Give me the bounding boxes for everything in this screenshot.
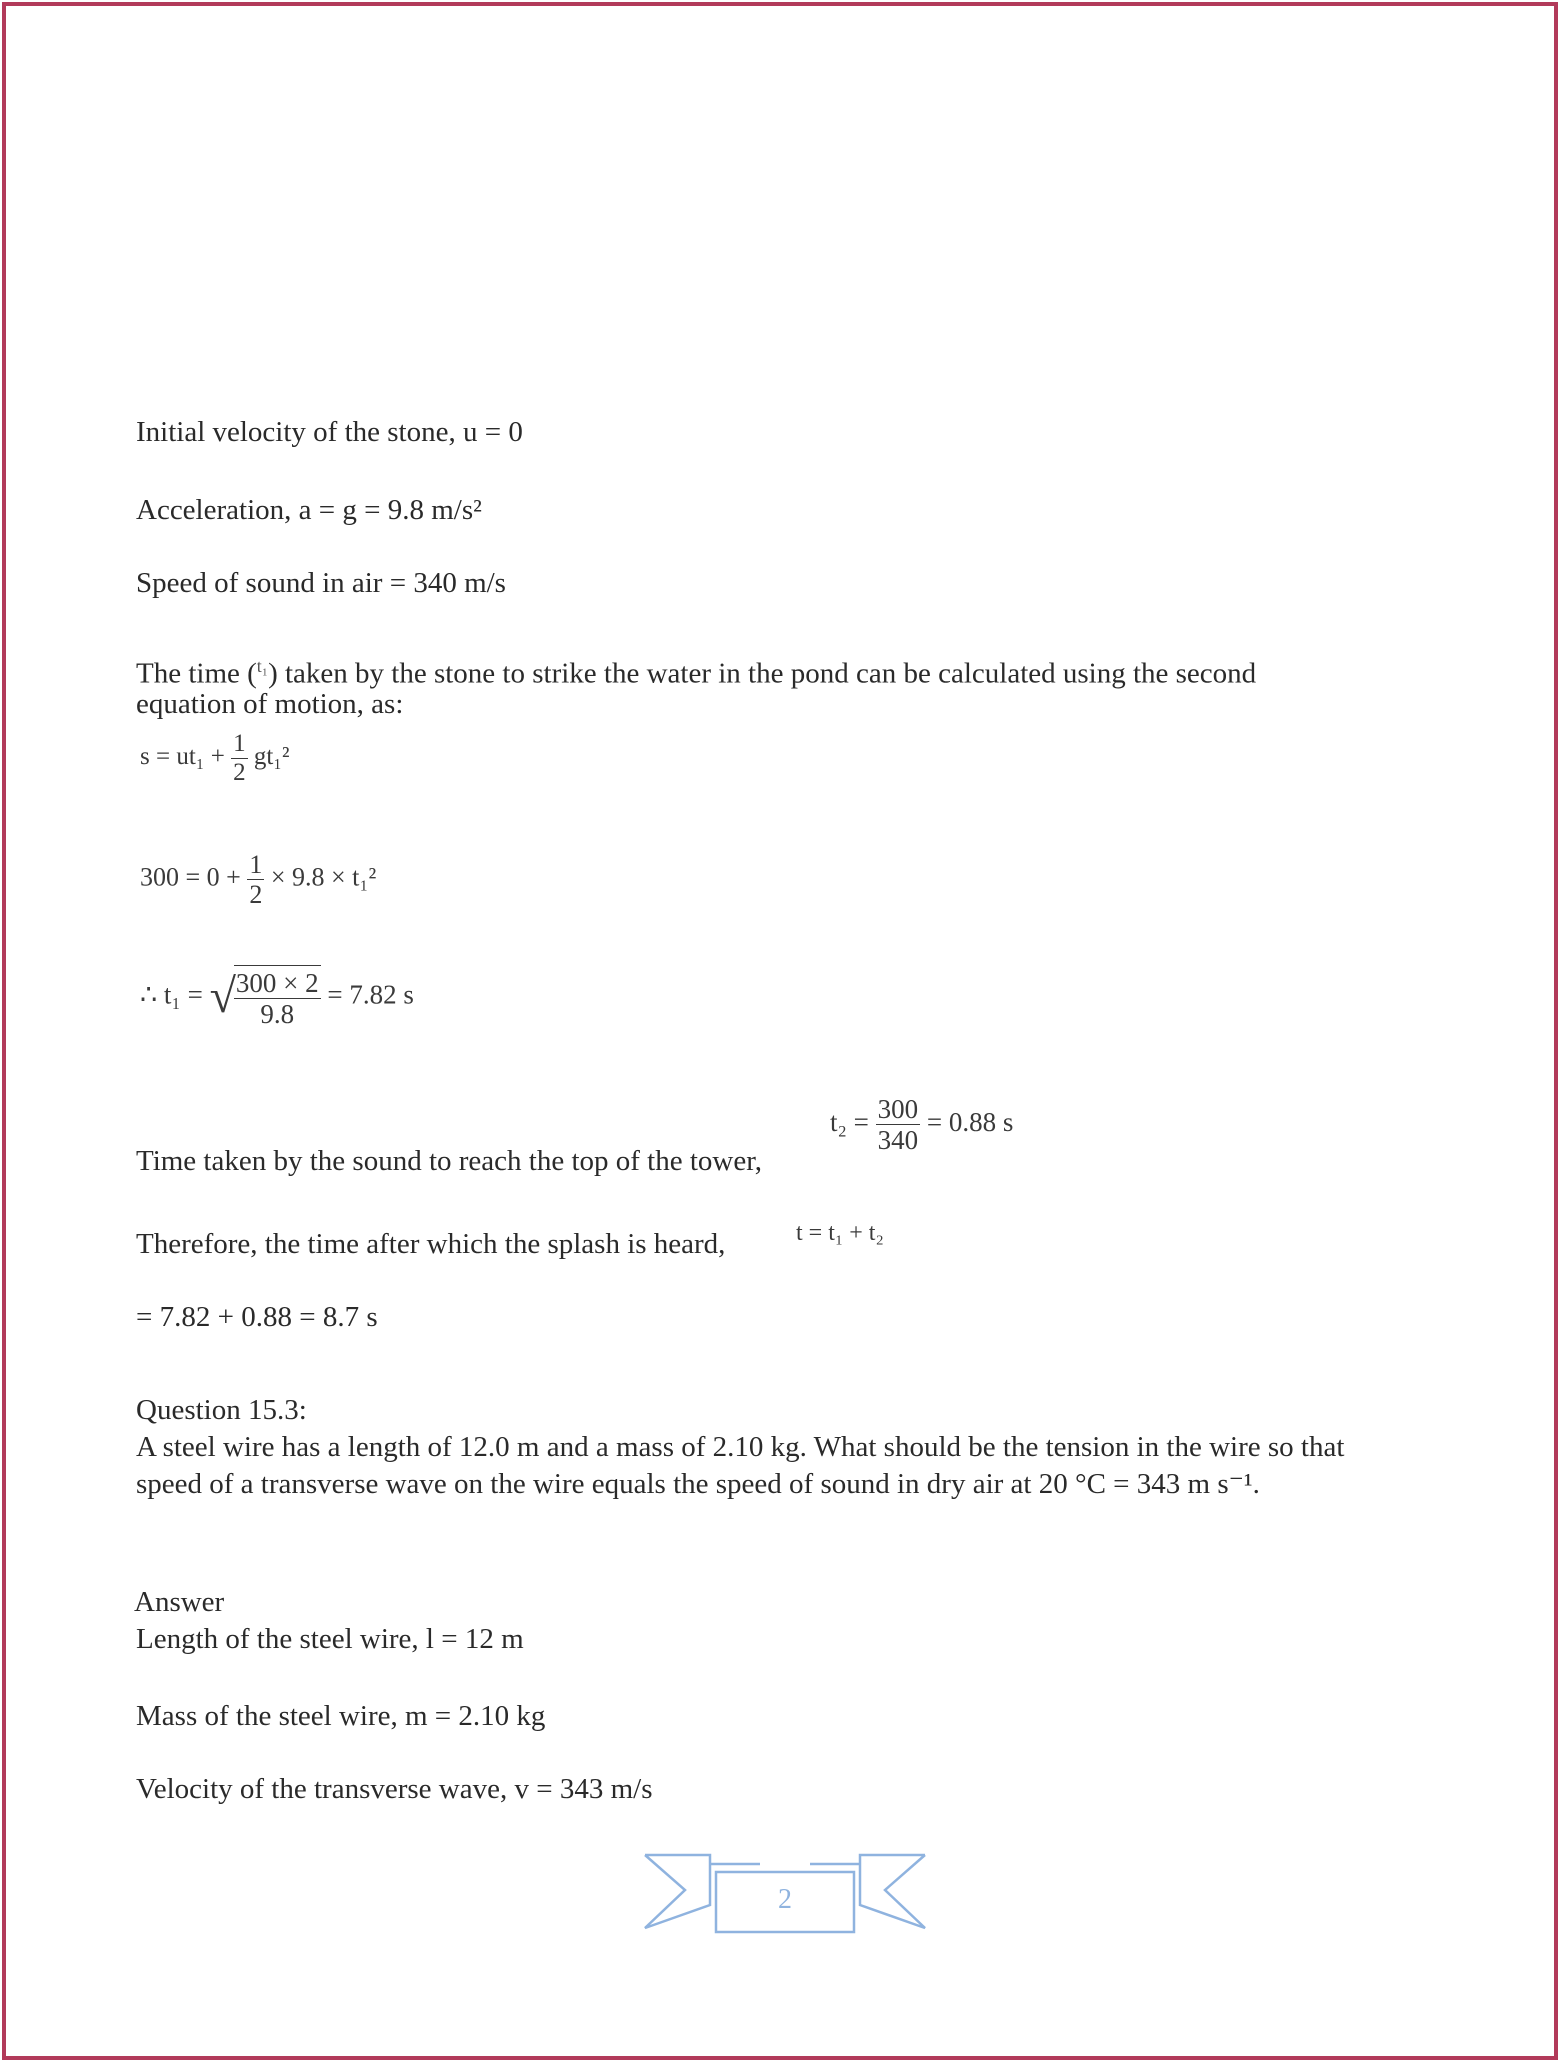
- sound-time-label: Time taken by the sound to reach the top of the tower,: [136, 1145, 762, 1177]
- eq3-denominator: 9.8: [260, 999, 295, 1030]
- eq4-numerator: 300: [877, 1094, 919, 1124]
- equation-t2: [830, 1094, 1013, 1155]
- equation-total-time: t = t₁ + t₂: [796, 1220, 884, 1246]
- time-intro-end: ) taken by the stone to strike the water in the pond can be calculated using the second: [268, 657, 1257, 690]
- eq1-rhs: gt₁²: [253, 743, 290, 771]
- equation-motion: [140, 730, 290, 787]
- eq1-denominator: 2: [233, 759, 246, 786]
- equation-t1-result: [140, 965, 414, 1029]
- time-intro-continued: equation of motion, as:: [136, 688, 404, 720]
- answer-velocity-line: Velocity of the transverse wave, v = 343 m/s: [136, 1773, 653, 1805]
- eq1-lhs: s = ut₁ +: [140, 743, 225, 771]
- eq2-denominator: 2: [249, 880, 263, 910]
- answer-mass-line: Mass of the steel wire, m = 2.10 kg: [136, 1700, 546, 1732]
- initial-velocity-line: Initial velocity of the stone, u = 0: [136, 416, 523, 448]
- question-title: Question 15.3:: [136, 1394, 307, 1426]
- eq3-fraction: [234, 965, 321, 1029]
- eq4-lhs: t₂ =: [830, 1106, 869, 1137]
- eq1-numerator: 1: [233, 730, 246, 757]
- time-symbol: t₁: [256, 656, 269, 676]
- ornament-right-ribbon: [860, 1855, 925, 1928]
- eq3-lhs: ∴ t₁ =: [140, 979, 203, 1010]
- eq4-rhs: = 0.88 s: [926, 1106, 1014, 1137]
- eq3-numerator: 300 × 2: [235, 968, 319, 998]
- speed-of-sound-line: Speed of sound in air = 340 m/s: [136, 567, 506, 599]
- ornament-left-ribbon: [645, 1855, 710, 1928]
- total-result-line: = 7.82 + 0.88 = 8.7 s: [136, 1301, 378, 1333]
- eq3-rhs: = 7.82 s: [327, 979, 414, 1010]
- eq1-fraction: [231, 730, 248, 787]
- question-body: A steel wire has a length of 12.0 m and a mass of 2.10 kg. What should be the tension in the wire so that speed of a transverse wave on the wire equals the speed of sound in dry air at 20 °C = 343 m s⁻¹.: [136, 1431, 1345, 1500]
- answer-length-line: Length of the steel wire, l = 12 m: [136, 1623, 524, 1655]
- eq2-lhs: 300 = 0 +: [140, 862, 241, 892]
- splash-label: Therefore, the time after which the splash is heard,: [136, 1228, 726, 1260]
- acceleration-line: Acceleration, a = g = 9.8 m/s²: [136, 494, 482, 526]
- eq2-fraction: [247, 850, 264, 909]
- eq4-denominator: 340: [877, 1125, 919, 1156]
- eq2-rhs: × 9.8 × t₁²: [270, 862, 377, 892]
- equation-substitution: [140, 850, 376, 909]
- eq2-numerator: 1: [249, 850, 263, 879]
- sqrt-sign: √: [209, 970, 236, 1024]
- eq4-fraction: [876, 1094, 921, 1155]
- answer-title: Answer: [134, 1586, 225, 1618]
- page-number: 2: [778, 1884, 792, 1915]
- time-intro-start: The time (: [136, 657, 257, 690]
- page-border: [2, 2, 1558, 2060]
